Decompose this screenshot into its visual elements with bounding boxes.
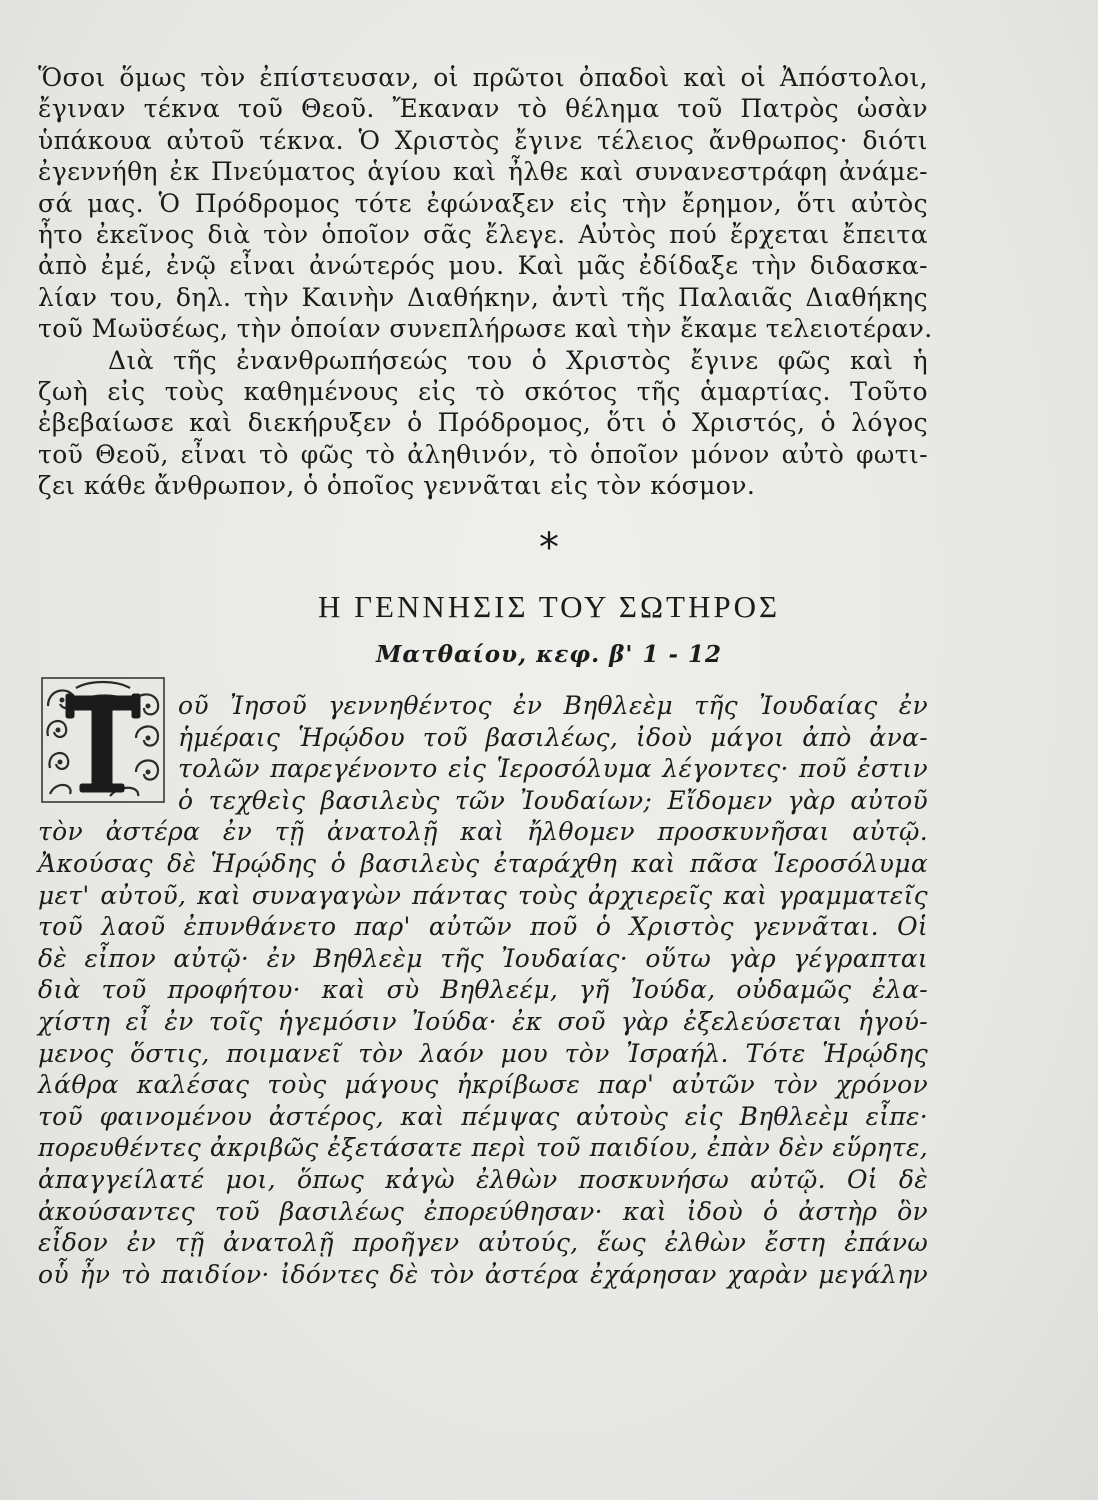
text-line: ἔγιναν τέκνα τοῦ Θεοῦ. Ἔκαναν τὸ θέλημα τοῦ Πατρὸς ὡσὰν: [38, 94, 928, 124]
text-line: Ὅσοι ὅμως τὸν ἐπίστευσαν, οἱ πρῶτοι ὀπαδοὶ καὶ οἱ Ἀπόστολοι,: [38, 63, 928, 92]
gospel-reference: Ματθαίου, κεφ. β' 1 - 12: [375, 641, 723, 668]
text-line: ἀπὸ ἐμέ, ἐνῷ εἶναι ἀνώτερός μου. Καὶ μᾶς ἐδίδαξε τὴν διδασκα-: [38, 251, 928, 281]
text-line: ὁ τεχθεὶς βασιλεὺς τῶν Ἰουδαίων; Εἴδομεν γὰρ αὐτοῦ: [178, 785, 928, 815]
text-line: σά μας. Ὁ Πρόδρομος τότε ἐφώναξεν εἰς τὴν ἔρημον, ὅτι αὐτὸς: [38, 188, 928, 218]
text-line: ζωὴ εἰς τοὺς καθημένους εἰς τὸ σκότος τῆς ἁμαρτίας. Τοῦτο: [38, 376, 928, 406]
text-line: οῦ Ἰησοῦ γεννηθέντος ἐν Βηθλεὲμ τῆς Ἰουδαίας ἐν: [178, 691, 928, 720]
section-separator: *: [539, 525, 559, 571]
text-line: μετ' αὐτοῦ, καὶ συναγαγὼν πάντας τοὺς ἀρχιερεῖς καὶ γραμματεῖς: [38, 880, 928, 910]
text-line: Ἀκούσας δὲ Ἡρῴδης ὁ βασιλεὺς ἐταράχθη καὶ πᾶσα Ἱεροσόλυμα: [38, 848, 928, 878]
text-line: τοῦ Θεοῦ, εἶναι τὸ φῶς τὸ ἀληθινόν, τὸ ὁποῖον μόνον αὐτὸ φωτι-: [38, 439, 928, 469]
text-line: τοῦ Μωϋσέως, τὴν ὁποίαν συνεπλήρωσε καὶ τὴν ἔκαμε τελειοτέραν.: [38, 314, 933, 344]
text-line: τοῦ λαοῦ ἐπυνθάνετο παρ' αὐτῶν ποῦ ὁ Χριστὸς γεννᾶται. Οἱ: [38, 912, 928, 942]
section-title: Η ΓΕΝΝΗΣΙΣ ΤΟΥ ΣΩΤΗΡΟΣ: [317, 589, 781, 624]
text-line: ἐβεβαίωσε καὶ διεκήρυξεν ὁ Πρόδρομος, ὅτι ὁ Χριστός, ὁ λόγος: [38, 408, 928, 438]
text-line: χίστη εἶ ἐν τοῖς ἡγεμόσιν Ἰούδα· ἐκ σοῦ γὰρ ἐξελεύσεται ἡγού-: [38, 1006, 928, 1036]
text-line: ἡμέραις Ἡρῴδου τοῦ βασιλέως, ἰδοὺ μάγοι ἀπὸ ἀνα-: [178, 722, 928, 752]
text-line: λάθρα καλέσας τοὺς μάγους ἠκρίβωσε παρ' αὐτῶν τὸν χρόνον: [38, 1070, 928, 1100]
text-line: λίαν του, δηλ. τὴν Καινὴν Διαθήκην, ἀντὶ τῆς Παλαιᾶς Διαθήκης: [38, 282, 928, 312]
text-line: ὑπάκουα αὐτοῦ τέκνα. Ὁ Χριστὸς ἔγινε τέλειος ἄνθρωπος· διότι: [38, 125, 928, 155]
text-line: διὰ τοῦ προφήτου· καὶ σὺ Βηθλεέμ, γῆ Ἰούδα, οὐδαμῶς ἐλα-: [38, 975, 928, 1005]
text-line: πορευθέντες ἀκριβῶς ἐξετάσατε περὶ τοῦ παιδίου, ἐπὰν δὲν εὕρητε,: [38, 1133, 928, 1163]
text-line: ἀκούσαντες τοῦ βασιλέως ἐπορεύθησαν· καὶ ἰδοὺ ὁ ἀστὴρ ὃν: [38, 1196, 928, 1226]
gospel-text: [38, 690, 928, 1290]
text-line: τὸν ἀστέρα ἐν τῇ ἀνατολῇ καὶ ἤλθομεν προσκυνῆσαι αὐτῷ.: [38, 817, 928, 847]
text-line: Διὰ τῆς ἐνανθρωπήσεώς του ὁ Χριστὸς ἔγινε φῶς καὶ ἡ: [108, 345, 928, 375]
text-line: ἐγεννήθη ἐκ Πνεύματος ἁγίου καὶ ἦλθε καὶ συνανεστράφη ἀνάμε-: [38, 157, 928, 187]
text-line: δὲ εἶπον αὐτῷ· ἐν Βηθλεὲμ τῆς Ἰουδαίας· οὕτω γὰρ γέγραπται: [38, 943, 928, 973]
text-line: οὗ ἦν τὸ παιδίον· ἰδόντες δὲ τὸν ἀστέρα ἐχάρησαν χαρὰν μεγάλην: [38, 1259, 928, 1289]
text-line: ἀπαγγείλατέ μοι, ὅπως κἀγὼ ἐλθὼν ποσκυνήσω αὐτῷ. Οἱ δὲ: [38, 1164, 928, 1194]
text-line: μενος ὅστις, ποιμανεῖ τὸν λαόν μου τὸν Ἰσραήλ. Τότε Ἡρῴδης: [38, 1038, 928, 1068]
text-line: εἶδον ἐν τῇ ἀνατολῇ προῆγεν αὐτούς, ἕως ἐλθὼν ἔστη ἐπάνω: [38, 1228, 928, 1258]
intro-paragraph: [38, 62, 933, 501]
text-line: ζει κάθε ἄνθρωπον, ὁ ὁποῖος γεννᾶται εἰς τὸν κόσμον.: [38, 471, 756, 501]
text-line: ἦτο ἐκεῖνος διὰ τὸν ὁποῖον σᾶς ἔλεγε. Αὐτὸς πού ἔρχεται ἔπειτα: [38, 219, 928, 249]
text-line: τολῶν παρεγένοντο εἰς Ἱεροσόλυμα λέγοντες· ποῦ ἐστιν: [178, 754, 928, 784]
text-line: τοῦ φαινομένου ἀστέρος, καὶ πέμψας αὐτοὺς εἰς Βηθλεὲμ εἶπε·: [38, 1101, 928, 1131]
